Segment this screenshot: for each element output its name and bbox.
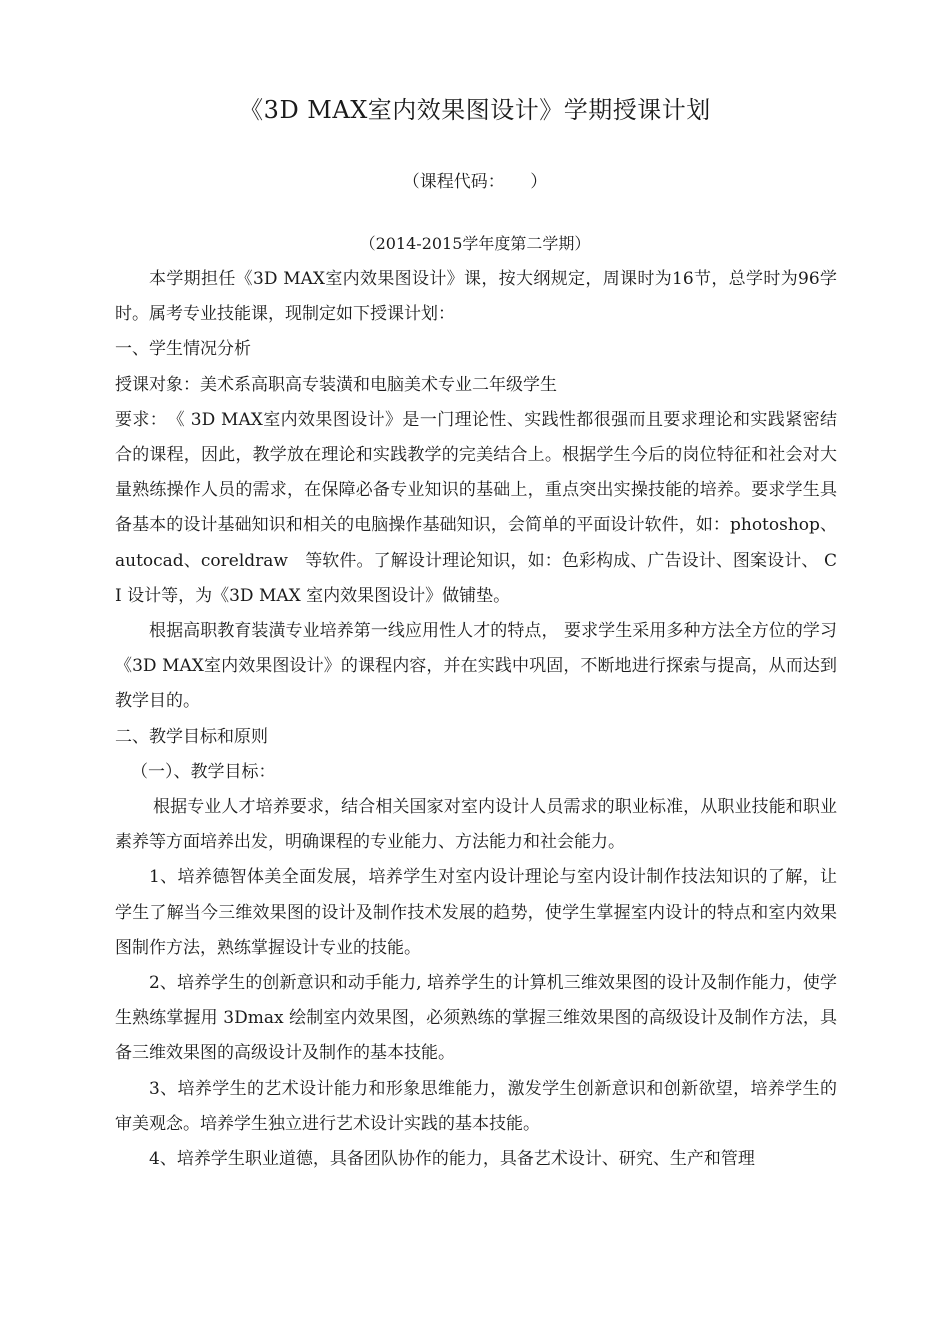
section-heading-student-analysis: 一、学生情况分析 bbox=[115, 339, 251, 360]
requirements-paragraph: 要求： 《 3D MAX室内效果图设计》是一门理论性、实践性都很强而且要求理论和实践紧密结合的课程，因此，教学放在理论和实践教学的完美结合上。根据学生今后的岗位特征和社会对大量熟练操作人员的需求，在保障必备专业知识的基础上，重点突出实操技能的培养。要求学生具备基本的设计基础知识和相关的电脑操作基础知识，会简单的平面设计软件，如：photoshop、autocad、coreldraw 等软件。了解设计理论知识，如：色彩构成、广告设计、图案设计、 CI 设计等，为《3D MAX 室内效果图设计》做铺垫。 bbox=[115, 409, 837, 606]
intro-paragraph: 本学期担任《3D MAX室内效果图设计》课，按大纲规定，周课时为16节，总学时为96学时。属考专业技能课，现制定如下授课计划： bbox=[115, 269, 837, 325]
subsection-heading-goals: （一）、教学目标： bbox=[131, 761, 276, 782]
audience-line: 授课对象：美术系高职高专装潢和电脑美术专业二年级学生 bbox=[115, 374, 557, 395]
goal-item-4: 4、培养学生职业道德，具备团队协作的能力，具备艺术设计、研究、生产和管理 bbox=[149, 1149, 755, 1170]
section-heading-goals-principles: 二、教学目标和原则 bbox=[115, 726, 268, 747]
document-body bbox=[115, 262, 837, 1177]
goals-intro-paragraph: 根据专业人才培养要求，结合相关国家对室内设计人员需求的职业标准，从职业技能和职业素养等方面培养出发，明确课程的专业能力、方法能力和社会能力。 bbox=[115, 797, 837, 853]
goal-item-2: 2、培养学生的创新意识和动手能力, 培养学生的计算机三维效果图的设计及制作能力，使学生熟练掌握用 3Dmax 绘制室内效果图，必须熟练的掌握三维效果图的高级设计及制作方法，具备三维效果图的高级设计及制作的基本技能。 bbox=[115, 973, 837, 1064]
academic-term: （2014-2015学年度第二学期） bbox=[359, 234, 591, 253]
training-paragraph: 根据高职教育装潢专业培养第一线应用性人才的特点， 要求学生采用多种方法全方位的学习《3D MAX室内效果图设计》的课程内容，并在实践中巩固，不断地进行探索与提高，从而达到教学目的。 bbox=[115, 621, 837, 712]
goal-item-1: 1、培养德智体美全面发展，培养学生对室内设计理论与室内设计制作技法知识的了解，让学生了解当今三维效果图的设计及制作技术发展的趋势，使学生掌握室内设计的特点和室内效果图制作方法，熟练掌握设计专业的技能。 bbox=[115, 867, 837, 958]
goal-item-3: 3、培养学生的艺术设计能力和形象思维能力，激发学生创新意识和创新欲望，培养学生的审美观念。培养学生独立进行艺术设计实践的基本技能。 bbox=[115, 1078, 837, 1134]
document-title: 《3D MAX室内效果图设计》学期授课计划 bbox=[239, 96, 711, 124]
course-code: （课程代码： ） bbox=[402, 172, 548, 192]
